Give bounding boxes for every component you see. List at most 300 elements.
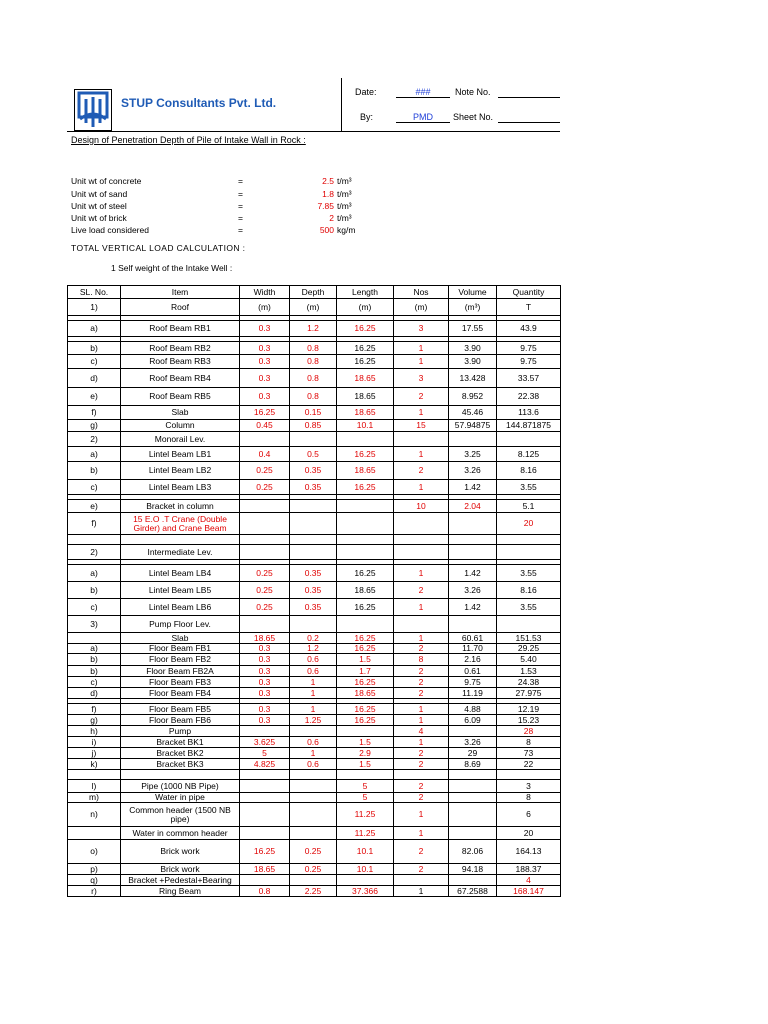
volume-cell: 82.06 (449, 840, 497, 864)
table-row (68, 447, 561, 462)
volume-cell: 0.61 (449, 666, 497, 677)
nos-cell: 2 (394, 582, 449, 599)
depth-cell: 0.6 (290, 759, 337, 770)
item-cell: Roof Beam RB4 (121, 369, 240, 388)
by-value[interactable]: PMD (396, 112, 450, 123)
item-cell: Lintel Beam LB4 (121, 565, 240, 582)
volume-cell: 3.26 (449, 737, 497, 748)
section-title: TOTAL VERTICAL LOAD CALCULATION : (71, 243, 246, 253)
length-cell: 1.5 (337, 759, 394, 770)
sheet-no-field[interactable] (498, 111, 560, 123)
item-cell: Pipe (1000 NB Pipe) (121, 780, 240, 793)
width-cell (240, 545, 290, 560)
item-cell: Intermediate Lev. (121, 545, 240, 560)
sl-no-cell: d) (68, 369, 121, 388)
company-logo-icon (74, 89, 112, 131)
volume-cell (449, 803, 497, 827)
length-cell (337, 513, 394, 535)
sl-no-cell: b) (68, 462, 121, 480)
length-cell: 1.5 (337, 737, 394, 748)
quantity-cell: 144.871875 (497, 420, 561, 432)
sl-no-cell: i) (68, 737, 121, 748)
table-header-row (68, 286, 561, 299)
depth-cell: 1.25 (290, 715, 337, 726)
table-row (68, 342, 561, 355)
item-cell: 15 E.O .T Crane (Double Girder) and Crane Beam (121, 513, 240, 535)
width-cell (240, 803, 290, 827)
item-cell: Roof (121, 299, 240, 316)
sl-no-cell: j) (68, 748, 121, 759)
unit-equals: = (238, 189, 243, 199)
quantity-cell: 5.1 (497, 500, 561, 513)
table-row (68, 770, 561, 780)
item-cell: Lintel Beam LB1 (121, 447, 240, 462)
depth-cell (290, 432, 337, 447)
quantity-cell: 9.75 (497, 342, 561, 355)
quantity-cell: 188.37 (497, 864, 561, 875)
nos-cell: 2 (394, 748, 449, 759)
depth-cell: 2.25 (290, 886, 337, 897)
width-cell (240, 770, 290, 780)
nos-cell (394, 545, 449, 560)
volume-cell (449, 827, 497, 840)
depth-cell (290, 827, 337, 840)
depth-cell (290, 793, 337, 803)
sl-no-cell: f) (68, 704, 121, 715)
sl-no-cell (68, 770, 121, 780)
volume-cell: 3.90 (449, 342, 497, 355)
quantity-cell: 6 (497, 803, 561, 827)
item-cell: Roof Beam RB2 (121, 342, 240, 355)
volume-cell: 11.19 (449, 688, 497, 699)
sl-no-cell: n) (68, 803, 121, 827)
quantity-cell: 3.55 (497, 565, 561, 582)
sl-no-cell: a) (68, 644, 121, 654)
volume-cell: 4.88 (449, 704, 497, 715)
item-cell: Floor Beam FB5 (121, 704, 240, 715)
volume-cell: 67.2588 (449, 886, 497, 897)
sl-no-cell: c) (68, 677, 121, 688)
quantity-cell: 151.53 (497, 633, 561, 644)
nos-cell: 1 (394, 715, 449, 726)
width-cell: 0.3 (240, 677, 290, 688)
volume-cell: 2.16 (449, 654, 497, 666)
depth-cell (290, 616, 337, 633)
nos-cell: 1 (394, 633, 449, 644)
sl-no-cell: a) (68, 321, 121, 337)
length-cell: 10.1 (337, 420, 394, 432)
sl-no-cell: o) (68, 840, 121, 864)
column-header: Volume (449, 286, 497, 299)
nos-cell: 1 (394, 827, 449, 840)
sheet-no-label: Sheet No. (453, 112, 494, 122)
nos-cell: 2 (394, 462, 449, 480)
table-row (68, 432, 561, 447)
quantity-cell: 5.40 (497, 654, 561, 666)
volume-cell: 8.69 (449, 759, 497, 770)
depth-cell (290, 500, 337, 513)
date-value[interactable]: ### (396, 87, 450, 98)
width-cell: 4.825 (240, 759, 290, 770)
item-cell: Bracket BK1 (121, 737, 240, 748)
length-cell: 16.25 (337, 321, 394, 337)
depth-cell: 0.25 (290, 864, 337, 875)
nos-cell (394, 513, 449, 535)
quantity-cell: 12.19 (497, 704, 561, 715)
quantity-cell: 4 (497, 875, 561, 886)
depth-cell: 0.6 (290, 737, 337, 748)
column-header: SL. No. (68, 286, 121, 299)
width-cell: 0.25 (240, 480, 290, 495)
depth-cell: 0.35 (290, 462, 337, 480)
volume-cell: 6.09 (449, 715, 497, 726)
table-row (68, 599, 561, 616)
volume-cell (449, 545, 497, 560)
unit-label: Live load considered (71, 225, 149, 235)
width-cell (240, 827, 290, 840)
nos-cell: 1 (394, 803, 449, 827)
unit-equals: = (238, 176, 243, 186)
quantity-cell: T (497, 299, 561, 316)
table-row (68, 715, 561, 726)
sl-no-cell: e) (68, 388, 121, 406)
volume-cell: 3.25 (449, 447, 497, 462)
item-cell: Lintel Beam LB6 (121, 599, 240, 616)
quantity-cell: 168.147 (497, 886, 561, 897)
item-cell: Common header (1500 NB pipe) (121, 803, 240, 827)
unit-equals: = (238, 201, 243, 211)
sl-no-cell: m) (68, 793, 121, 803)
volume-cell: 9.75 (449, 677, 497, 688)
table-row (68, 633, 561, 644)
table-row (68, 406, 561, 420)
sl-no-cell: k) (68, 759, 121, 770)
length-cell: 16.25 (337, 704, 394, 715)
width-cell: 18.65 (240, 864, 290, 875)
depth-cell: 1 (290, 704, 337, 715)
length-cell: 16.25 (337, 447, 394, 462)
quantity-cell: 29.25 (497, 644, 561, 654)
volume-cell (449, 513, 497, 535)
length-cell: 16.25 (337, 565, 394, 582)
nos-cell: 1 (394, 737, 449, 748)
width-cell (240, 535, 290, 545)
unit-value: 1.8 (322, 189, 334, 199)
nos-cell (394, 875, 449, 886)
length-cell: 18.65 (337, 462, 394, 480)
length-cell: 18.65 (337, 369, 394, 388)
nos-cell: 1 (394, 406, 449, 420)
width-cell: 0.3 (240, 666, 290, 677)
table-row (68, 803, 561, 827)
nos-cell (394, 432, 449, 447)
width-cell (240, 780, 290, 793)
width-cell: 16.25 (240, 840, 290, 864)
depth-cell: 0.5 (290, 447, 337, 462)
table-row (68, 886, 561, 897)
quantity-cell: 1.53 (497, 666, 561, 677)
sl-no-cell: q) (68, 875, 121, 886)
column-header: Nos (394, 286, 449, 299)
page-title: Design of Penetration Depth of Pile of Intake Wall in Rock : (71, 135, 306, 145)
unit-equals: = (238, 225, 243, 235)
depth-cell: (m) (290, 299, 337, 316)
sl-no-cell: e) (68, 500, 121, 513)
volume-cell (449, 793, 497, 803)
depth-cell: 1 (290, 688, 337, 699)
quantity-cell (497, 770, 561, 780)
sl-no-cell: b) (68, 666, 121, 677)
sl-no-cell (68, 535, 121, 545)
table-row (68, 462, 561, 480)
item-cell: Floor Beam FB2 (121, 654, 240, 666)
table-row (68, 582, 561, 599)
volume-cell: 13.428 (449, 369, 497, 388)
length-cell: 18.65 (337, 406, 394, 420)
nos-cell: 1 (394, 342, 449, 355)
table-row (68, 299, 561, 316)
quantity-cell: 15.23 (497, 715, 561, 726)
nos-cell: 2 (394, 759, 449, 770)
item-cell: Lintel Beam LB3 (121, 480, 240, 495)
nos-cell (394, 770, 449, 780)
table-row (68, 480, 561, 495)
sl-no-cell: h) (68, 726, 121, 737)
item-cell: Floor Beam FB4 (121, 688, 240, 699)
width-cell: 0.25 (240, 462, 290, 480)
sl-no-cell: 1) (68, 299, 121, 316)
width-cell: 0.3 (240, 704, 290, 715)
company-name: STUP Consultants Pvt. Ltd. (121, 96, 277, 110)
quantity-cell: 22 (497, 759, 561, 770)
length-cell: 16.25 (337, 480, 394, 495)
nos-cell: 2 (394, 644, 449, 654)
nos-cell: 3 (394, 369, 449, 388)
length-cell: 18.65 (337, 388, 394, 406)
sl-no-cell: 3) (68, 616, 121, 633)
length-cell: 16.25 (337, 644, 394, 654)
depth-cell (290, 726, 337, 737)
length-cell: 2.9 (337, 748, 394, 759)
nos-cell: 1 (394, 599, 449, 616)
volume-cell: 1.42 (449, 480, 497, 495)
item-cell: Water in common header (121, 827, 240, 840)
volume-cell (449, 535, 497, 545)
note-no-field[interactable] (498, 86, 560, 98)
depth-cell: 0.8 (290, 369, 337, 388)
length-cell (337, 875, 394, 886)
width-cell: 0.25 (240, 599, 290, 616)
unit-value: 2 (329, 213, 334, 223)
sl-no-cell: a) (68, 565, 121, 582)
width-cell: 0.3 (240, 688, 290, 699)
item-cell: Slab (121, 406, 240, 420)
depth-cell: 0.8 (290, 388, 337, 406)
subsection-title: 1 Self weight of the Intake Well : (111, 263, 233, 273)
depth-cell: 0.6 (290, 654, 337, 666)
depth-cell: 1.2 (290, 644, 337, 654)
volume-cell: (m³) (449, 299, 497, 316)
quantity-cell (497, 616, 561, 633)
width-cell: (m) (240, 299, 290, 316)
unit-value: 7.85 (317, 201, 334, 211)
length-cell: 10.1 (337, 840, 394, 864)
item-cell: Floor Beam FB6 (121, 715, 240, 726)
volume-cell: 11.70 (449, 644, 497, 654)
sl-no-cell: b) (68, 654, 121, 666)
table-row (68, 726, 561, 737)
width-cell (240, 432, 290, 447)
unit-equals: = (238, 213, 243, 223)
volume-cell: 3.26 (449, 582, 497, 599)
length-cell: 11.25 (337, 803, 394, 827)
item-cell: Water in pipe (121, 793, 240, 803)
depth-cell: 1 (290, 748, 337, 759)
quantity-cell: 20 (497, 827, 561, 840)
quantity-cell: 73 (497, 748, 561, 759)
sl-no-cell: g) (68, 420, 121, 432)
quantity-cell: 3.55 (497, 599, 561, 616)
volume-cell: 45.46 (449, 406, 497, 420)
depth-cell (290, 535, 337, 545)
volume-cell: 3.26 (449, 462, 497, 480)
depth-cell (290, 770, 337, 780)
unit-label: Unit wt of brick (71, 213, 127, 223)
sl-no-cell: f) (68, 406, 121, 420)
nos-cell: (m) (394, 299, 449, 316)
length-cell: 1.5 (337, 654, 394, 666)
length-cell (337, 432, 394, 447)
table-row (68, 500, 561, 513)
length-cell: 18.65 (337, 582, 394, 599)
item-cell: Brick work (121, 864, 240, 875)
sl-no-cell (68, 633, 121, 644)
quantity-cell: 22.38 (497, 388, 561, 406)
width-cell: 18.65 (240, 633, 290, 644)
sl-no-cell: b) (68, 342, 121, 355)
item-cell: Monorail Lev. (121, 432, 240, 447)
volume-cell: 1.42 (449, 565, 497, 582)
quantity-cell: 33.57 (497, 369, 561, 388)
volume-cell: 8.952 (449, 388, 497, 406)
volume-cell: 57.94875 (449, 420, 497, 432)
sl-no-cell: p) (68, 864, 121, 875)
table-row (68, 780, 561, 793)
quantity-cell: 24.38 (497, 677, 561, 688)
width-cell: 0.3 (240, 654, 290, 666)
nos-cell: 4 (394, 726, 449, 737)
table-row (68, 864, 561, 875)
length-cell (337, 545, 394, 560)
nos-cell: 1 (394, 355, 449, 369)
item-cell: Roof Beam RB3 (121, 355, 240, 369)
quantity-cell: 164.13 (497, 840, 561, 864)
sl-no-cell: d) (68, 688, 121, 699)
length-cell: 1.7 (337, 666, 394, 677)
column-header: Quantity (497, 286, 561, 299)
volume-cell (449, 875, 497, 886)
sl-no-cell: a) (68, 447, 121, 462)
width-cell: 0.3 (240, 644, 290, 654)
volume-cell: 1.42 (449, 599, 497, 616)
nos-cell: 1 (394, 704, 449, 715)
table-row (68, 704, 561, 715)
quantity-cell (497, 535, 561, 545)
sl-no-cell: r) (68, 886, 121, 897)
quantity-cell: 20 (497, 513, 561, 535)
item-cell: Bracket BK2 (121, 748, 240, 759)
quantity-cell: 8 (497, 793, 561, 803)
nos-cell: 2 (394, 388, 449, 406)
table-row (68, 827, 561, 840)
nos-cell: 2 (394, 688, 449, 699)
quantity-cell: 43.9 (497, 321, 561, 337)
unit-value: 2.5 (322, 176, 334, 186)
quantity-cell: 8.125 (497, 447, 561, 462)
width-cell: 0.3 (240, 715, 290, 726)
item-cell (121, 535, 240, 545)
volume-cell (449, 432, 497, 447)
nos-cell (394, 535, 449, 545)
width-cell (240, 616, 290, 633)
table-row (68, 545, 561, 560)
depth-cell: 0.85 (290, 420, 337, 432)
length-cell: 16.25 (337, 677, 394, 688)
depth-cell: 0.8 (290, 342, 337, 355)
column-header: Depth (290, 286, 337, 299)
length-cell: 16.25 (337, 715, 394, 726)
width-cell: 0.3 (240, 369, 290, 388)
length-cell: (m) (337, 299, 394, 316)
volume-cell (449, 616, 497, 633)
item-cell: Floor Beam FB3 (121, 677, 240, 688)
column-header: Length (337, 286, 394, 299)
nos-cell: 2 (394, 677, 449, 688)
table-row (68, 840, 561, 864)
nos-cell: 2 (394, 840, 449, 864)
table-row (68, 420, 561, 432)
width-cell: 0.3 (240, 342, 290, 355)
volume-cell (449, 770, 497, 780)
depth-cell: 0.35 (290, 565, 337, 582)
nos-cell: 2 (394, 666, 449, 677)
quantity-cell: 8.16 (497, 582, 561, 599)
length-cell: 11.25 (337, 827, 394, 840)
width-cell (240, 875, 290, 886)
volume-cell: 60.61 (449, 633, 497, 644)
nos-cell: 2 (394, 864, 449, 875)
sl-no-cell: l) (68, 780, 121, 793)
item-cell: Column (121, 420, 240, 432)
length-cell (337, 535, 394, 545)
length-cell: 16.25 (337, 633, 394, 644)
depth-cell: 1.2 (290, 321, 337, 337)
volume-cell: 94.18 (449, 864, 497, 875)
unit-label: Unit wt of sand (71, 189, 128, 199)
table-row (68, 666, 561, 677)
sl-no-cell (68, 827, 121, 840)
quantity-cell: 8.16 (497, 462, 561, 480)
nos-cell: 10 (394, 500, 449, 513)
length-cell: 10.1 (337, 864, 394, 875)
width-cell (240, 513, 290, 535)
table-row (68, 759, 561, 770)
depth-cell (290, 803, 337, 827)
quantity-cell: 3 (497, 780, 561, 793)
quantity-cell: 113.6 (497, 406, 561, 420)
nos-cell: 3 (394, 321, 449, 337)
table-row (68, 513, 561, 535)
